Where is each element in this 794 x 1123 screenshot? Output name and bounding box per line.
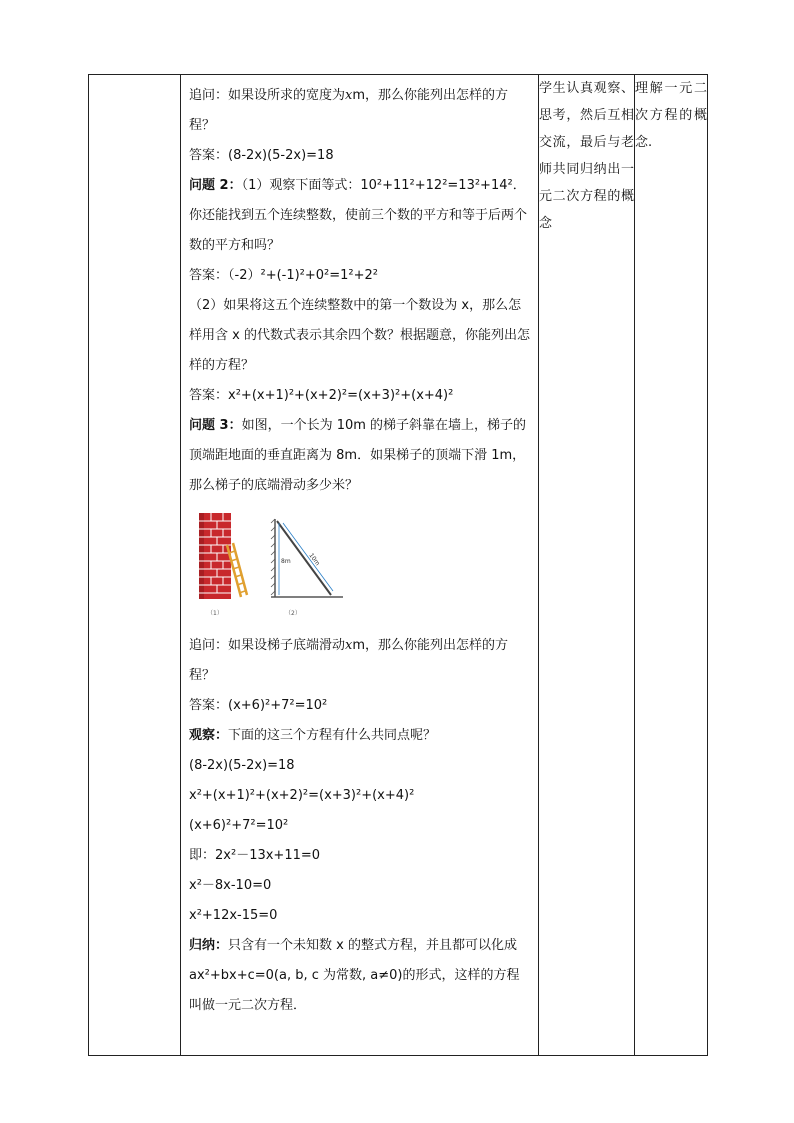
question2-answer1: 答案：（-2）²+(-1)²+0²=1²+2² bbox=[189, 268, 379, 283]
question3-followup: 追问：如果设梯子底端滑动xm，那么你能列出怎样的方程？ bbox=[189, 638, 509, 683]
question1-answer: 答案：(8-2x)(5-2x)=18 bbox=[189, 148, 334, 163]
lesson-plan-table bbox=[88, 74, 708, 1056]
question1-followup: 追问：如果设所求的宽度为xm，那么你能列出怎样的方程？ bbox=[189, 88, 509, 133]
question3: 问题 3：如图，一个长为 10m 的梯子斜靠在墙上，梯子的顶端距地面的垂直距离为 8m．如果梯子的顶端下滑 1m，那么梯子的底端滑动多少米？ bbox=[189, 418, 527, 493]
question2-part2: （2）如果将这五个连续整数中的第一个数设为 x，那么怎样用含 x 的代数式表示其余四个数？根据题意，你能列出怎样的方程？ bbox=[189, 298, 530, 373]
figure2-caption: （2） bbox=[285, 610, 301, 617]
equation-6: x²+12x-15=0 bbox=[189, 908, 278, 923]
ladder-length-label: 10m bbox=[307, 552, 321, 568]
empty-column-cell bbox=[89, 75, 181, 1056]
table-row bbox=[89, 75, 708, 1056]
equation-4: 即：2x²－13x+11=0 bbox=[189, 848, 321, 863]
content-cell bbox=[181, 75, 539, 1056]
observe-prompt: 观察：下面的这三个方程有什么共同点呢？ bbox=[189, 728, 437, 743]
student-activity-cell bbox=[539, 75, 635, 1056]
equation-3: (x+6)²+7²=10² bbox=[189, 818, 289, 833]
brick-wall-icon bbox=[199, 513, 231, 599]
equation-2: x²+(x+1)²+(x+2)²=(x+3)²+(x+4)² bbox=[189, 788, 415, 803]
height-label: 8m bbox=[281, 558, 291, 565]
equation-5: x²－8x-10=0 bbox=[189, 878, 272, 893]
design-intent-text: 理解一元二次方程的概念. bbox=[635, 81, 707, 150]
design-intent-cell bbox=[635, 75, 708, 1056]
summary: 归纳：只含有一个未知数 x 的整式方程，并且都可以化成 ax²+bx+c=0(a, b, c 为常数, a≠0)的形式，这样的方程叫做一元二次方程． bbox=[189, 938, 520, 1013]
question2-answer2: 答案：x²+(x+1)²+(x+2)²=(x+3)²+(x+4)² bbox=[189, 388, 454, 403]
question2-part1: 问题 2：（1）观察下面等式：10²+11²+12²=13²+14²．你还能找到五个连续整数，使前三个数的平方和等于后两个数的平方和吗？ bbox=[189, 178, 528, 253]
ladder-figure bbox=[191, 509, 351, 627]
ladder-illustration bbox=[191, 509, 351, 627]
figure1-caption: （1） bbox=[207, 610, 223, 617]
equation-1: (8-2x)(5-2x)=18 bbox=[189, 758, 295, 773]
question3-answer: 答案：(x+6)²+7²=10² bbox=[189, 698, 328, 713]
student-activity-text: 学生认真观察、思考，然后互相交流，最后与老师共同归纳出一元二次方程的概念 bbox=[539, 81, 634, 231]
